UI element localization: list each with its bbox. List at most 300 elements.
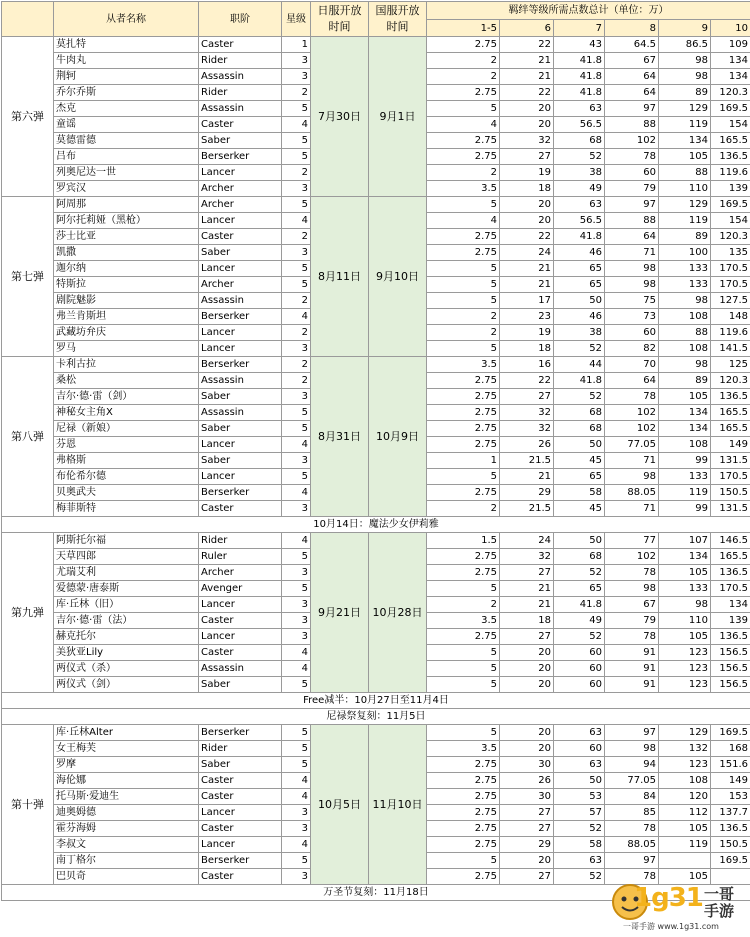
bond-value: 5 — [427, 277, 500, 293]
servant-class: Archer — [199, 197, 282, 213]
bond-value: 32 — [500, 549, 554, 565]
bond-value: 149 — [711, 437, 750, 453]
bond-value: 41.8 — [554, 69, 605, 85]
bond-value: 153 — [711, 789, 750, 805]
bond-value: 64.5 — [605, 37, 659, 53]
servant-star: 5 — [282, 149, 311, 165]
servant-star: 5 — [282, 421, 311, 437]
bond-value: 68 — [554, 549, 605, 565]
bond-value: 65 — [554, 261, 605, 277]
bond-value: 137.7 — [711, 805, 750, 821]
bond-value: 102 — [605, 133, 659, 149]
bond-value: 60 — [554, 677, 605, 693]
bond-value: 2.75 — [427, 757, 500, 773]
bond-value: 98 — [605, 261, 659, 277]
bond-value: 129 — [659, 101, 711, 117]
servant-name: 迪奥姆德 — [54, 805, 199, 821]
servant-row — [2, 725, 750, 741]
servant-star: 3 — [282, 245, 311, 261]
bond-value: 134 — [711, 597, 750, 613]
servant-star: 5 — [282, 277, 311, 293]
servant-star: 3 — [282, 341, 311, 357]
servant-name: 特斯拉 — [54, 277, 199, 293]
servant-class: Archer — [199, 565, 282, 581]
servant-class: Rider — [199, 85, 282, 101]
bond-value: 133 — [659, 469, 711, 485]
bond-value: 21 — [500, 261, 554, 277]
bond-value: 64 — [605, 229, 659, 245]
bond-value: 60 — [554, 645, 605, 661]
servant-star: 2 — [282, 85, 311, 101]
bond-value: 79 — [605, 181, 659, 197]
bond-value: 20 — [500, 645, 554, 661]
servant-star: 5 — [282, 101, 311, 117]
timeline-note: 10月14日：魔法少女伊莉雅 — [2, 517, 750, 533]
servant-name: 剧院魅影 — [54, 293, 199, 309]
bond-value: 52 — [554, 565, 605, 581]
bond-value: 119 — [659, 485, 711, 501]
bond-value: 52 — [554, 869, 605, 885]
bond-value: 112 — [659, 805, 711, 821]
bond-value: 20 — [500, 741, 554, 757]
bond-value: 71 — [605, 501, 659, 517]
bond-value: 21 — [500, 69, 554, 85]
servant-star: 4 — [282, 773, 311, 789]
bond-value: 110 — [659, 613, 711, 629]
bond-value: 27 — [500, 565, 554, 581]
bond-value: 2.75 — [427, 821, 500, 837]
servant-name: 乔尔乔斯 — [54, 85, 199, 101]
bond-value: 97 — [605, 725, 659, 741]
bond-value: 3.5 — [427, 357, 500, 373]
bond-value: 60 — [554, 741, 605, 757]
bond-value: 88.05 — [605, 837, 659, 853]
bond-value: 49 — [554, 613, 605, 629]
servant-class: Lancer — [199, 213, 282, 229]
servant-star: 5 — [282, 549, 311, 565]
bond-value: 58 — [554, 837, 605, 853]
bond-value: 136.5 — [711, 565, 750, 581]
servant-class: Caster — [199, 821, 282, 837]
bond-value: 60 — [605, 165, 659, 181]
servant-name: 弗兰肯斯坦 — [54, 309, 199, 325]
servant-class: Caster — [199, 613, 282, 629]
bond-value: 98 — [659, 357, 711, 373]
servant-star: 2 — [282, 165, 311, 181]
bond-value: 5 — [427, 725, 500, 741]
bond-value: 78 — [605, 565, 659, 581]
bond-value: 99 — [659, 501, 711, 517]
bond-value: 5 — [427, 677, 500, 693]
cn-open-date: 9月10日 — [369, 197, 427, 357]
note-row — [2, 517, 750, 533]
bond-value: 20 — [500, 725, 554, 741]
servant-class: Rider — [199, 741, 282, 757]
bond-value: 2.75 — [427, 373, 500, 389]
bond-value: 77 — [605, 533, 659, 549]
header-empty — [2, 2, 54, 37]
bond-value: 98 — [659, 597, 711, 613]
bond-value: 65 — [554, 581, 605, 597]
servant-star: 2 — [282, 229, 311, 245]
servant-class: Rider — [199, 53, 282, 69]
servant-name: 童谣 — [54, 117, 199, 133]
servant-class: Lancer — [199, 805, 282, 821]
bond-value: 38 — [554, 165, 605, 181]
bond-value: 22 — [500, 37, 554, 53]
timeline-note: Free减半：10月27日至11月4日 — [2, 693, 750, 709]
bond-value: 139 — [711, 181, 750, 197]
servant-class: Berserker — [199, 309, 282, 325]
bond-value: 27 — [500, 805, 554, 821]
cn-open-date: 10月28日 — [369, 533, 427, 693]
servant-star: 5 — [282, 677, 311, 693]
servant-class: Caster — [199, 789, 282, 805]
bond-value: 165.5 — [711, 549, 750, 565]
bond-value: 20 — [500, 117, 554, 133]
bond-value: 123 — [659, 645, 711, 661]
watermark-url: 一哥手游 www.1g31.com — [623, 922, 719, 931]
servant-star: 3 — [282, 565, 311, 581]
servant-class: Assassin — [199, 101, 282, 117]
servant-name: 神秘女主角X — [54, 405, 199, 421]
bond-value: 78 — [605, 821, 659, 837]
bond-value: 136.5 — [711, 629, 750, 645]
servant-class: Saber — [199, 245, 282, 261]
bond-value: 77.05 — [605, 437, 659, 453]
bond-value: 108 — [659, 309, 711, 325]
servant-row — [2, 37, 750, 53]
servant-class: Lancer — [199, 437, 282, 453]
bond-value: 84 — [605, 789, 659, 805]
bond-value: 56.5 — [554, 117, 605, 133]
bond-value: 27 — [500, 629, 554, 645]
bond-value: 127.5 — [711, 293, 750, 309]
servant-name: 赫克托尔 — [54, 629, 199, 645]
servant-star: 4 — [282, 213, 311, 229]
servant-star: 5 — [282, 725, 311, 741]
servant-star: 4 — [282, 533, 311, 549]
bond-value: 5 — [427, 581, 500, 597]
servant-star: 3 — [282, 69, 311, 85]
bond-value: 134 — [659, 421, 711, 437]
servant-class: Lancer — [199, 165, 282, 181]
bond-value: 64 — [605, 85, 659, 101]
bond-value: 97 — [605, 853, 659, 869]
bond-value: 56.5 — [554, 213, 605, 229]
bond-value: 73 — [605, 309, 659, 325]
servant-name: 两仪式（杀） — [54, 661, 199, 677]
servant-class: Saber — [199, 421, 282, 437]
bond-value: 4 — [427, 117, 500, 133]
bond-value: 146.5 — [711, 533, 750, 549]
bond-value: 98 — [605, 581, 659, 597]
bond-value: 79 — [605, 613, 659, 629]
bond-value: 3.5 — [427, 741, 500, 757]
bond-value: 88.05 — [605, 485, 659, 501]
header-level: 6 — [500, 20, 554, 37]
bond-value: 169.5 — [711, 197, 750, 213]
bond-value: 2.75 — [427, 421, 500, 437]
bond-value: 165.5 — [711, 421, 750, 437]
bond-value: 151.6 — [711, 757, 750, 773]
bond-value: 21 — [500, 581, 554, 597]
servant-class: Caster — [199, 229, 282, 245]
servant-name: 桑松 — [54, 373, 199, 389]
servant-class: Lancer — [199, 341, 282, 357]
servant-class: Lancer — [199, 597, 282, 613]
bond-value: 5 — [427, 341, 500, 357]
bond-value: 18 — [500, 181, 554, 197]
bond-value: 60 — [605, 325, 659, 341]
servant-name: 罗马 — [54, 341, 199, 357]
bond-value: 120.3 — [711, 373, 750, 389]
bond-value: 21.5 — [500, 501, 554, 517]
bond-value: 17 — [500, 293, 554, 309]
bond-value: 20 — [500, 853, 554, 869]
batch-label: 第七弹 — [2, 197, 54, 357]
bond-value: 88 — [605, 117, 659, 133]
bond-value: 2.75 — [427, 789, 500, 805]
bond-value: 88 — [659, 165, 711, 181]
servant-class: Saber — [199, 133, 282, 149]
servant-class: Lancer — [199, 629, 282, 645]
bond-value: 123 — [659, 677, 711, 693]
bond-value: 2 — [427, 597, 500, 613]
bond-value: 60 — [554, 661, 605, 677]
batch-label: 第十弹 — [2, 725, 54, 885]
bond-value: 148 — [711, 309, 750, 325]
bond-value: 77.05 — [605, 773, 659, 789]
bond-value: 133 — [659, 581, 711, 597]
servant-class: Berserker — [199, 357, 282, 373]
bond-value: 134 — [659, 549, 711, 565]
bond-value: 156.5 — [711, 677, 750, 693]
bond-value: 98 — [605, 469, 659, 485]
bond-value: 2.75 — [427, 773, 500, 789]
bond-value: 24 — [500, 533, 554, 549]
bond-value: 29 — [500, 837, 554, 853]
bond-value: 2.75 — [427, 85, 500, 101]
bond-value: 107 — [659, 533, 711, 549]
bond-value: 22 — [500, 373, 554, 389]
servant-name: 凯撒 — [54, 245, 199, 261]
bond-value: 105 — [659, 629, 711, 645]
bond-value: 29 — [500, 485, 554, 501]
bond-value: 119 — [659, 837, 711, 853]
bond-value: 19 — [500, 325, 554, 341]
servant-name: 武藏坊弁庆 — [54, 325, 199, 341]
bond-value: 170.5 — [711, 581, 750, 597]
bond-value: 97 — [605, 101, 659, 117]
bond-value: 133 — [659, 277, 711, 293]
bond-value: 1 — [427, 453, 500, 469]
bond-value: 139 — [711, 613, 750, 629]
bond-value: 134 — [711, 53, 750, 69]
bond-value: 5 — [427, 197, 500, 213]
servant-star: 2 — [282, 293, 311, 309]
bond-value: 2 — [427, 69, 500, 85]
bond-value: 98 — [605, 277, 659, 293]
bond-value: 2.75 — [427, 389, 500, 405]
servant-class: Berserker — [199, 725, 282, 741]
bond-value: 105 — [659, 389, 711, 405]
servant-name: 列奥尼达一世 — [54, 165, 199, 181]
header-bond-title: 羁绊等级所需点数总计（单位：万） — [427, 2, 750, 20]
bond-value: 3.5 — [427, 613, 500, 629]
servant-star: 4 — [282, 437, 311, 453]
bond-value: 82 — [605, 341, 659, 357]
servant-class: Assassin — [199, 661, 282, 677]
bond-value: 5 — [427, 293, 500, 309]
cn-open-date: 9月1日 — [369, 37, 427, 197]
servant-name: 托马斯·爱迪生 — [54, 789, 199, 805]
servant-class: Caster — [199, 869, 282, 885]
bond-value: 45 — [554, 453, 605, 469]
servant-class: Caster — [199, 117, 282, 133]
bond-value: 52 — [554, 341, 605, 357]
bond-value: 41.8 — [554, 85, 605, 101]
servant-class: Assassin — [199, 405, 282, 421]
bond-value: 100 — [659, 245, 711, 261]
bond-value: 2.75 — [427, 565, 500, 581]
bond-value: 123 — [659, 757, 711, 773]
bond-value: 49 — [554, 181, 605, 197]
servant-star: 3 — [282, 453, 311, 469]
bond-value: 22 — [500, 229, 554, 245]
servant-name: 弗格斯 — [54, 453, 199, 469]
bond-value: 120 — [659, 789, 711, 805]
jp-open-date: 10月5日 — [311, 725, 369, 885]
servant-star: 2 — [282, 325, 311, 341]
servant-row — [2, 197, 750, 213]
bond-value: 32 — [500, 405, 554, 421]
bond-value: 89 — [659, 373, 711, 389]
servant-star: 4 — [282, 661, 311, 677]
bond-value: 119 — [659, 117, 711, 133]
servant-star: 3 — [282, 501, 311, 517]
cn-open-date: 11月10日 — [369, 725, 427, 885]
servant-class: Berserker — [199, 149, 282, 165]
bond-value: 2 — [427, 53, 500, 69]
bond-value: 141.5 — [711, 341, 750, 357]
bond-value: 22 — [500, 85, 554, 101]
bond-value: 170.5 — [711, 261, 750, 277]
bond-value: 21 — [500, 469, 554, 485]
bond-value: 86.5 — [659, 37, 711, 53]
bond-value: 52 — [554, 821, 605, 837]
servant-class: Assassin — [199, 373, 282, 389]
servant-class: Berserker — [199, 853, 282, 869]
bond-value: 52 — [554, 389, 605, 405]
batch-label: 第八弹 — [2, 357, 54, 517]
bond-value: 120.3 — [711, 85, 750, 101]
servant-class: Caster — [199, 645, 282, 661]
servant-star: 5 — [282, 197, 311, 213]
servant-name: 荆轲 — [54, 69, 199, 85]
bond-value — [659, 853, 711, 869]
servant-star: 4 — [282, 309, 311, 325]
bond-value: 170.5 — [711, 469, 750, 485]
servant-name: 女王梅芙 — [54, 741, 199, 757]
bond-value: 65 — [554, 469, 605, 485]
servant-name: 贝奥武夫 — [54, 485, 199, 501]
bond-value: 5 — [427, 469, 500, 485]
bond-value: 119.6 — [711, 325, 750, 341]
bond-value: 136.5 — [711, 821, 750, 837]
table-body — [2, 2, 750, 901]
servant-name: 罗摩 — [54, 757, 199, 773]
bond-value: 5 — [427, 853, 500, 869]
servant-class: Saber — [199, 389, 282, 405]
bond-value: 105 — [659, 821, 711, 837]
cn-open-date: 10月9日 — [369, 357, 427, 517]
servant-name: 吉尔·德·雷（法） — [54, 613, 199, 629]
servant-star: 4 — [282, 117, 311, 133]
header-cn-open: 国服开放时间 — [369, 2, 427, 37]
servant-star: 3 — [282, 629, 311, 645]
bond-value: 2 — [427, 501, 500, 517]
watermark-side-text: 一哥手游 — [704, 885, 735, 920]
servant-name: 莎士比亚 — [54, 229, 199, 245]
servant-name: 吉尔·德·雷（剑） — [54, 389, 199, 405]
bond-value: 165.5 — [711, 405, 750, 421]
bond-value: 165.5 — [711, 133, 750, 149]
bond-value: 20 — [500, 197, 554, 213]
bond-value: 132 — [659, 741, 711, 757]
bond-value: 5 — [427, 645, 500, 661]
bond-value: 43 — [554, 37, 605, 53]
bond-value: 3.5 — [427, 181, 500, 197]
bond-value: 67 — [605, 53, 659, 69]
servant-name: 卡利古拉 — [54, 357, 199, 373]
bond-value: 98 — [659, 53, 711, 69]
servant-name: 库·丘林Alter — [54, 725, 199, 741]
servant-star: 1 — [282, 37, 311, 53]
bond-value: 27 — [500, 149, 554, 165]
bond-value: 89 — [659, 229, 711, 245]
servant-star: 3 — [282, 613, 311, 629]
bond-value: 91 — [605, 661, 659, 677]
servant-class: Caster — [199, 773, 282, 789]
servant-star: 3 — [282, 821, 311, 837]
bond-value: 45 — [554, 501, 605, 517]
header-row — [2, 2, 750, 20]
servant-name: 李叔文 — [54, 837, 199, 853]
bond-value: 2.75 — [427, 869, 500, 885]
bond-value: 2.75 — [427, 837, 500, 853]
bond-value: 125 — [711, 357, 750, 373]
bond-value: 63 — [554, 757, 605, 773]
bond-value: 131.5 — [711, 453, 750, 469]
servant-star: 3 — [282, 389, 311, 405]
bond-value: 110 — [659, 181, 711, 197]
servant-class: Caster — [199, 501, 282, 517]
bond-value: 63 — [554, 197, 605, 213]
bond-value: 168 — [711, 741, 750, 757]
bond-value: 5 — [427, 101, 500, 117]
servant-star: 4 — [282, 837, 311, 853]
timeline-note: 万圣节复刻：11月18日 — [2, 885, 750, 901]
servant-star: 3 — [282, 869, 311, 885]
bond-value: 2.75 — [427, 245, 500, 261]
servant-star: 4 — [282, 645, 311, 661]
bond-value: 63 — [554, 101, 605, 117]
header-level: 8 — [605, 20, 659, 37]
bond-value: 52 — [554, 149, 605, 165]
note-row — [2, 693, 750, 709]
header-level: 10 — [711, 20, 750, 37]
